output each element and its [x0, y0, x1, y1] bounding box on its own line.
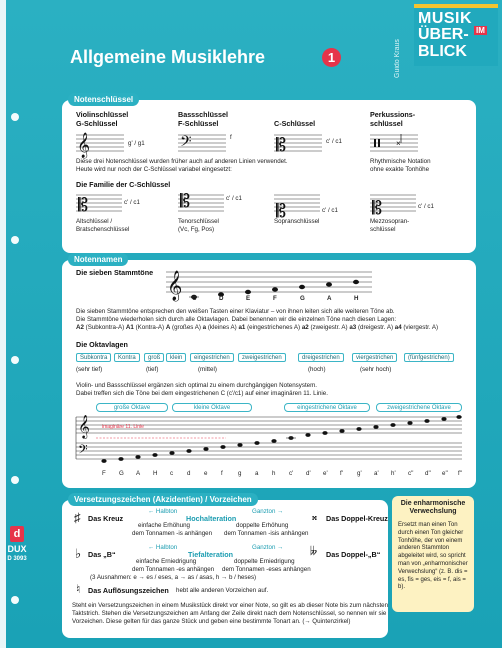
binder-hole	[11, 476, 19, 484]
publisher-code: D 3093	[7, 556, 27, 562]
section-heading: Notennamen	[68, 253, 128, 266]
double-sharp-symbol: 𝄪	[312, 511, 317, 523]
clef-name: (Vc, Fg, Pos)	[178, 226, 215, 233]
aufloesung-desc: hebt alle anderen Vorzeichen auf.	[176, 587, 269, 594]
oktav-label: groß	[144, 353, 164, 362]
percussion-note: ohne exakte Tonhöhe	[370, 166, 430, 173]
note-name: g'	[357, 470, 362, 477]
note-name: h'	[391, 470, 396, 477]
notensystem-paragraph: Dabei treffen sich die Töne bei dem eingestrichenen C (c'/c1) auf einer imaginären 11. Linie.	[76, 390, 328, 397]
ganzton-label: Ganzton →	[252, 508, 284, 515]
clef-name: Bratschenschlüssel	[76, 226, 130, 233]
c-clef-family-heading: Die Familie der C-Schlüssel	[76, 180, 171, 189]
oktav-description: (sehr hoch)	[360, 366, 392, 373]
oktav-label: Subkontra	[76, 353, 111, 362]
clef-subtitle: G-Schlüssel	[76, 119, 118, 128]
lage-value: (dreigestr. A)	[357, 324, 394, 331]
card-versetzungszeichen	[62, 495, 389, 638]
note-name: c''	[408, 470, 414, 477]
logo-bar	[414, 4, 498, 8]
binder-hole	[11, 113, 19, 121]
lage-key: a1	[238, 324, 246, 331]
c-clef-staff	[274, 132, 322, 154]
oktav-description: (mittel)	[198, 366, 217, 373]
logo-im-badge: IM	[476, 26, 485, 35]
lage-key: a3	[349, 324, 357, 331]
ganzton-label: Ganzton →	[252, 544, 284, 551]
lage-key: a	[202, 324, 207, 331]
treble-clef-staff	[76, 132, 124, 158]
imaginary-line-label: imaginäre 11. Linie	[102, 424, 144, 430]
card-notennamen	[62, 255, 476, 488]
binder-hole	[11, 596, 19, 604]
notennamen-paragraph: Die sieben Stammtöne entsprechen den weißen Tasten einer Klaviatur – von ihnen leiten sich alle weiteren Töne ab.	[76, 308, 395, 315]
stammton-label: C	[192, 295, 197, 302]
halbton-label: ← Halbton	[148, 544, 178, 551]
vorzeichen-paragraph: Vorzeichen. Diese gelten für das ganze Stück und geben eine bestimmte Tonart an. (→ Quintenzirkel)	[72, 618, 351, 625]
note-name: e'	[323, 470, 328, 477]
clef-paragraph: Diese drei Notenschlüssel wurden früher auch auf anderen Linien verwendet.	[76, 158, 288, 165]
clef-name: Altschlüssel /	[76, 218, 113, 225]
note-name: d''	[425, 470, 431, 477]
stammtoene-heading: Die sieben Stammtöne	[76, 268, 154, 277]
logo-line-1: MUSIK	[418, 10, 473, 27]
hochalteration-label: Hochalteration	[186, 514, 237, 523]
publisher-name: DUX	[7, 544, 27, 554]
clef-pitch-label: c' / c1	[124, 199, 140, 206]
note-name: h	[272, 470, 276, 477]
tenor-clef-staff	[178, 192, 224, 214]
title-number-badge: 1	[322, 48, 341, 67]
mezzosoprano-clef-staff	[370, 192, 416, 219]
clef-paragraph: Heute wird nur noch der C-Schlüssel variabel eingesetzt:	[76, 166, 232, 173]
oktav-label: Kontra	[114, 353, 140, 362]
octave-band: eingestrichene Oktave	[284, 403, 370, 412]
doppel-b-name: Das Doppel-„B“	[326, 550, 381, 559]
oktav-description: (sehr tief)	[76, 366, 103, 373]
bass-clef-staff	[178, 132, 226, 154]
sidebar-title: Die enharmonische Verwechslung	[400, 500, 466, 516]
grand-staff	[76, 415, 462, 467]
kreuz-desc: einfache Erhöhung	[138, 522, 190, 529]
clef-pitch-label: c' / c1	[226, 195, 242, 202]
oktav-label: klein	[166, 353, 186, 362]
doppel-b-desc: dem Tonnamen -eses anhängen	[222, 566, 311, 573]
clef-title: Violinschlüssel	[76, 110, 129, 119]
stammton-label: F	[273, 295, 277, 302]
lage-key: A2	[76, 324, 84, 331]
lage-value: (eingestrichenes A)	[247, 324, 301, 331]
publisher-logo	[4, 526, 30, 570]
oktav-description: (hoch)	[308, 366, 326, 373]
alto-clef-staff	[76, 192, 122, 214]
clef-pitch-label: c' / c1	[326, 138, 342, 145]
stammton-label: G	[300, 295, 305, 302]
enharmonic-sidebar	[392, 496, 474, 612]
lage-key: A	[165, 324, 171, 331]
notensystem-paragraph: Violin- und Bassschlüssel ergänzen sich optimal zu einem durchgängigen Notensystem.	[76, 382, 317, 389]
stammtoene-staff	[166, 268, 372, 301]
flat-symbol: ♭	[75, 546, 82, 561]
logo-line-2: ÜBER-	[418, 26, 469, 43]
oktav-label: viergestrichen	[352, 353, 397, 362]
lage-value: (Subkontra-A)	[85, 324, 125, 331]
clef-title: Bassschlüssel	[178, 110, 228, 119]
lage-key: a2	[301, 324, 309, 331]
publisher-icon: d	[10, 526, 24, 542]
tiefalteration-label: Tiefalteration	[188, 550, 233, 559]
note-name: d'	[306, 470, 311, 477]
b-desc: einfache Erniedrigung	[136, 558, 197, 565]
vorzeichen-paragraph: Taktstrich. Stehen die Versetzungszeichen am Anfang der Zeile direkt nach dem Notenschlüssel, so nennen wir sie	[72, 610, 387, 617]
octave-band: zweigestrichene Oktave	[376, 403, 462, 412]
note-name: H	[153, 470, 158, 477]
kreuz-desc: dem Tonnamen -is anhängen	[132, 530, 213, 537]
svg-text:𝄢: 𝄢	[180, 133, 192, 154]
stammton-label: D	[219, 295, 224, 302]
kreuz-name: Das Kreuz	[88, 514, 124, 523]
oktav-description: (tief)	[146, 366, 159, 373]
stammton-label: H	[354, 295, 359, 302]
note-name: A	[136, 470, 141, 477]
doppelkreuz-desc: dem Tonnamen -isis anhängen	[224, 530, 309, 537]
note-name: a	[255, 470, 259, 477]
note-name: F	[102, 470, 106, 477]
svg-text:𝄡: 𝄡	[276, 135, 287, 156]
svg-text:×: ×	[396, 139, 401, 148]
clef-name: schlüssel	[370, 226, 396, 233]
brand-logo	[414, 4, 498, 66]
halbton-label: ← Halbton	[148, 508, 178, 515]
clef-pitch-label: c' / c1	[322, 207, 338, 214]
b-name: Das „B“	[88, 550, 116, 559]
doppelkreuz-name: Das Doppel-Kreuz	[326, 514, 388, 523]
clef-pitch-label: g' / g1	[128, 140, 145, 147]
oktavlagen-list	[76, 324, 438, 332]
sharp-symbol: ♯	[74, 510, 81, 525]
clef-title: C-Schlüssel	[274, 119, 316, 128]
oktav-label: zweigestrichen	[238, 353, 286, 362]
natural-symbol: ♮	[76, 582, 81, 596]
section-heading: Versetzungszeichen (Akzidentien) / Vorzeichen	[68, 493, 258, 506]
stammton-label: E	[246, 295, 251, 302]
clef-title: Perkussions-	[370, 110, 416, 119]
note-name: c	[170, 470, 174, 477]
percussion-clef-staff	[370, 132, 418, 154]
svg-text:𝄞: 𝄞	[167, 271, 183, 301]
binder-hole	[11, 356, 19, 364]
note-name: e	[204, 470, 208, 477]
lage-key: A1	[125, 324, 134, 331]
svg-text:𝄞: 𝄞	[78, 414, 90, 438]
b-exceptions: (3 Ausnahmen: e → es / eses, a → as / asas, h → b / heses)	[90, 574, 257, 581]
svg-text:𝄞: 𝄞	[77, 133, 91, 158]
clef-name: Tenorschlüssel	[178, 218, 219, 225]
card-notenschluessel	[62, 95, 476, 253]
clef-name: Sopranschlüssel	[274, 218, 320, 225]
octave-band: große Oktave	[96, 403, 168, 412]
note-name: G	[119, 470, 124, 477]
doppelkreuz-desc: doppelte Erhöhung	[236, 522, 289, 529]
lage-value: (großes A)	[172, 324, 201, 331]
sidebar-body: Ersetzt man einen Ton durch einen Ton gleicher Tonhöhe, der von einem anderen Stammton abgeleitet wird, so spricht man von „enharmonischer Verwechslung“ (z. B. dis = es, fis = ges, eis = f, ais = b).	[398, 522, 468, 591]
oktav-label: eingestrichen	[190, 353, 234, 362]
svg-text:𝄡: 𝄡	[372, 198, 383, 219]
oktavlagen-heading: Die Oktavlagen	[76, 340, 128, 349]
svg-text:𝄡: 𝄡	[78, 195, 89, 216]
oktav-label: (fünfgestrichen)	[404, 353, 454, 362]
note-name: d	[187, 470, 191, 477]
note-name: a'	[374, 470, 379, 477]
logo-line-3: BLICK	[418, 43, 467, 60]
note-name: e''	[442, 470, 448, 477]
binder-hole	[11, 236, 19, 244]
clef-pitch-label: c' / c1	[418, 203, 434, 210]
percussion-note: Rhythmische Notation	[370, 158, 431, 165]
author-name: Guido Kraus	[394, 39, 401, 78]
svg-text:𝄢: 𝄢	[78, 442, 88, 460]
oktav-label: dreigestrichen	[298, 353, 344, 362]
clef-subtitle: F-Schlüssel	[178, 119, 219, 128]
svg-text:𝄡: 𝄡	[276, 201, 287, 222]
clef-pitch-label: f	[230, 134, 232, 141]
octave-band: kleine Oktave	[172, 403, 252, 412]
note-name: g	[238, 470, 242, 477]
b-desc: dem Tonnamen -es anhängen	[132, 566, 215, 573]
vorzeichen-paragraph: Steht ein Versetzungszeichen in einem Musikstück direkt vor einer Note, so gilt es ab dieser Note bis zum nächsten	[72, 602, 389, 609]
svg-text:𝄡: 𝄡	[180, 191, 191, 212]
double-flat-symbol: 𝄫	[310, 544, 318, 558]
note-name: f'	[340, 470, 343, 477]
stammton-label: A	[327, 295, 332, 302]
lage-value: (Kontra-A)	[135, 324, 165, 331]
note-name: f	[221, 470, 223, 477]
note-name: c'	[289, 470, 294, 477]
section-heading: Notenschlüssel	[68, 93, 139, 106]
lage-value: (viergestr. A)	[403, 324, 439, 331]
aufloesung-name: Das Auflösungszeichen	[88, 586, 169, 595]
clef-name: Mezzosopran-	[370, 218, 410, 225]
page-title: Allgemeine Musiklehre	[70, 47, 266, 67]
notennamen-paragraph: Die Stammtöne wiederholen sich durch alle Oktavlagen. Dabei benennen wir die einzelnen Töne nach diesen Lagen:	[76, 316, 397, 323]
lage-value: (kleines A)	[207, 324, 237, 331]
lage-value: (zweigestr. A)	[310, 324, 348, 331]
lage-key: a4	[394, 324, 402, 331]
note-name: f''	[458, 470, 463, 477]
doppel-b-desc: doppelte Erniedrigung	[234, 558, 295, 565]
clef-subtitle: schlüssel	[370, 119, 403, 128]
